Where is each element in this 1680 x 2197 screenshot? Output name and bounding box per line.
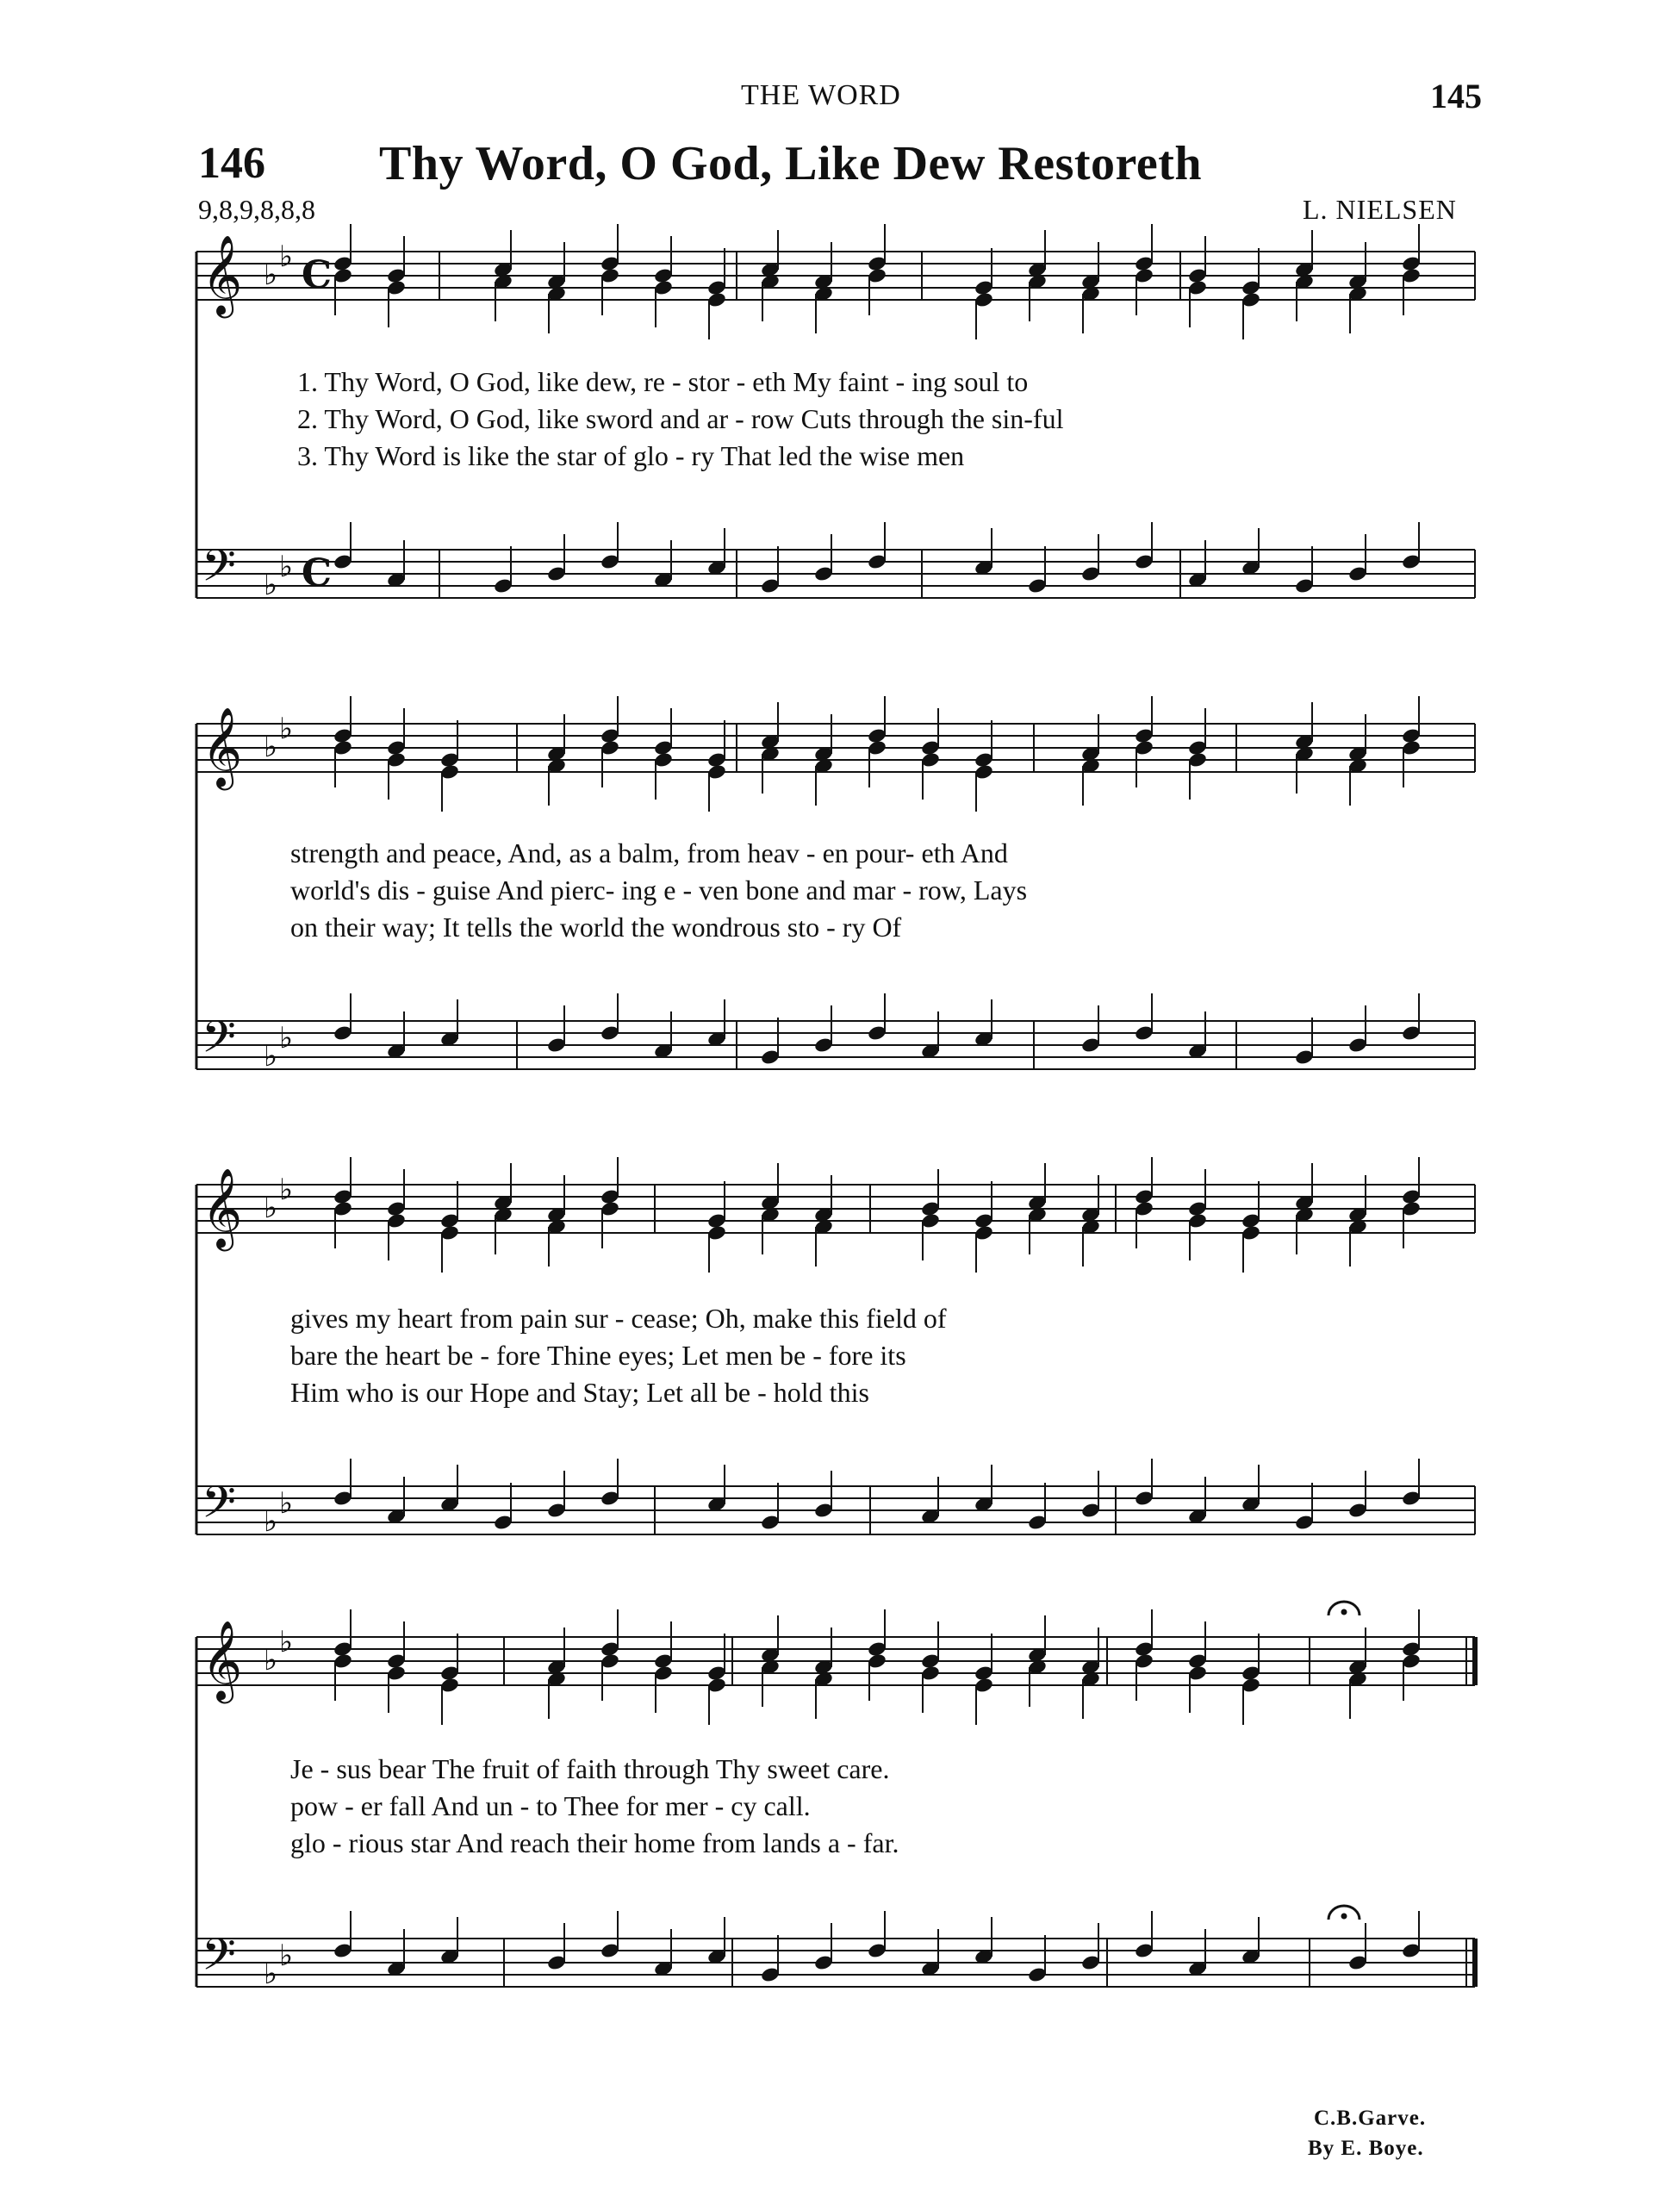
text-credit: C.B.Garve. bbox=[1314, 2107, 1427, 2130]
running-head: THE WORD bbox=[741, 79, 901, 111]
flat-sign-icon: ♭ bbox=[264, 1643, 278, 1677]
treble-clef-icon: 𝄞 bbox=[202, 706, 243, 787]
flat-sign-icon: ♭ bbox=[264, 258, 278, 292]
lyric-line: gives my heart from pain sur - cease; Oh, make this field of bbox=[290, 1303, 947, 1334]
lyric-line: 3. Thy Word is like the star of glo - ry That led the wise men bbox=[297, 440, 965, 471]
common-time-icon: C bbox=[302, 551, 333, 595]
treble-clef-icon: 𝄞 bbox=[202, 234, 243, 314]
final-barline bbox=[1472, 1637, 1478, 1685]
flat-sign-icon: ♭ bbox=[264, 1191, 278, 1225]
common-time-icon: C bbox=[302, 253, 333, 297]
treble-clef-icon: 𝄞 bbox=[202, 1620, 243, 1700]
fermata-icon bbox=[1341, 1609, 1347, 1615]
final-barline bbox=[1472, 1939, 1478, 1987]
flat-sign-icon: ♭ bbox=[264, 730, 278, 764]
lyric-line: glo - rious star And reach their home from lands a - far. bbox=[290, 1827, 899, 1858]
bass-clef-icon: 𝄢 bbox=[202, 1476, 236, 1539]
composer-credit: L. NIELSEN bbox=[1303, 194, 1457, 225]
lyric-line: Je - sus bear The fruit of faith through Thy sweet care. bbox=[290, 1753, 890, 1784]
page-number: 145 bbox=[1430, 77, 1482, 115]
hymn-title: Thy Word, O God, Like Dew Restoreth bbox=[379, 137, 1203, 190]
flat-sign-icon: ♭ bbox=[264, 1039, 278, 1074]
lyric-line: bare the heart be - fore Thine eyes; Let men be - fore its bbox=[290, 1340, 906, 1371]
hymn-meter: 9,8,9,8,8,8 bbox=[198, 194, 315, 225]
lyric-line: pow - er fall And un - to Thee for mer - cy call. bbox=[290, 1790, 811, 1821]
flat-sign-icon: ♭ bbox=[279, 1173, 294, 1207]
lyric-line: Him who is our Hope and Stay; Let all be - hold this bbox=[290, 1377, 869, 1408]
lyric-line: on their way; It tells the world the wondrous sto - ry Of bbox=[290, 912, 902, 943]
fermata-icon bbox=[1341, 1914, 1347, 1920]
flat-sign-icon: ♭ bbox=[279, 1939, 294, 1973]
flat-sign-icon: ♭ bbox=[279, 550, 294, 584]
lyric-line: 2. Thy Word, O God, like sword and ar - row Cuts through the sin-ful bbox=[297, 403, 1064, 434]
flat-sign-icon: ♭ bbox=[264, 568, 278, 602]
treble-clef-icon: 𝄞 bbox=[202, 1167, 243, 1248]
flat-sign-icon: ♭ bbox=[264, 1957, 278, 1991]
flat-sign-icon: ♭ bbox=[279, 712, 294, 746]
flat-sign-icon: ♭ bbox=[279, 1486, 294, 1521]
flat-sign-icon: ♭ bbox=[279, 240, 294, 274]
flat-sign-icon: ♭ bbox=[279, 1625, 294, 1659]
lyric-line: 1. Thy Word, O God, like dew, re - stor - eth My faint - ing soul to bbox=[297, 366, 1029, 397]
bass-clef-icon: 𝄢 bbox=[202, 1011, 236, 1074]
flat-sign-icon: ♭ bbox=[264, 1504, 278, 1539]
lyric-line: world's dis - guise And pierc- ing e - ven bone and mar - row, Lays bbox=[290, 874, 1028, 906]
flat-sign-icon: ♭ bbox=[279, 1021, 294, 1055]
lyric-line: strength and peace, And, as a balm, from heav - en pour- eth And bbox=[290, 837, 1008, 868]
arranger-credit: By E. Boye. bbox=[1308, 2137, 1424, 2160]
hymn-number: 146 bbox=[198, 139, 265, 188]
bass-clef-icon: 𝄢 bbox=[202, 539, 236, 602]
bass-clef-icon: 𝄢 bbox=[202, 1928, 236, 1991]
